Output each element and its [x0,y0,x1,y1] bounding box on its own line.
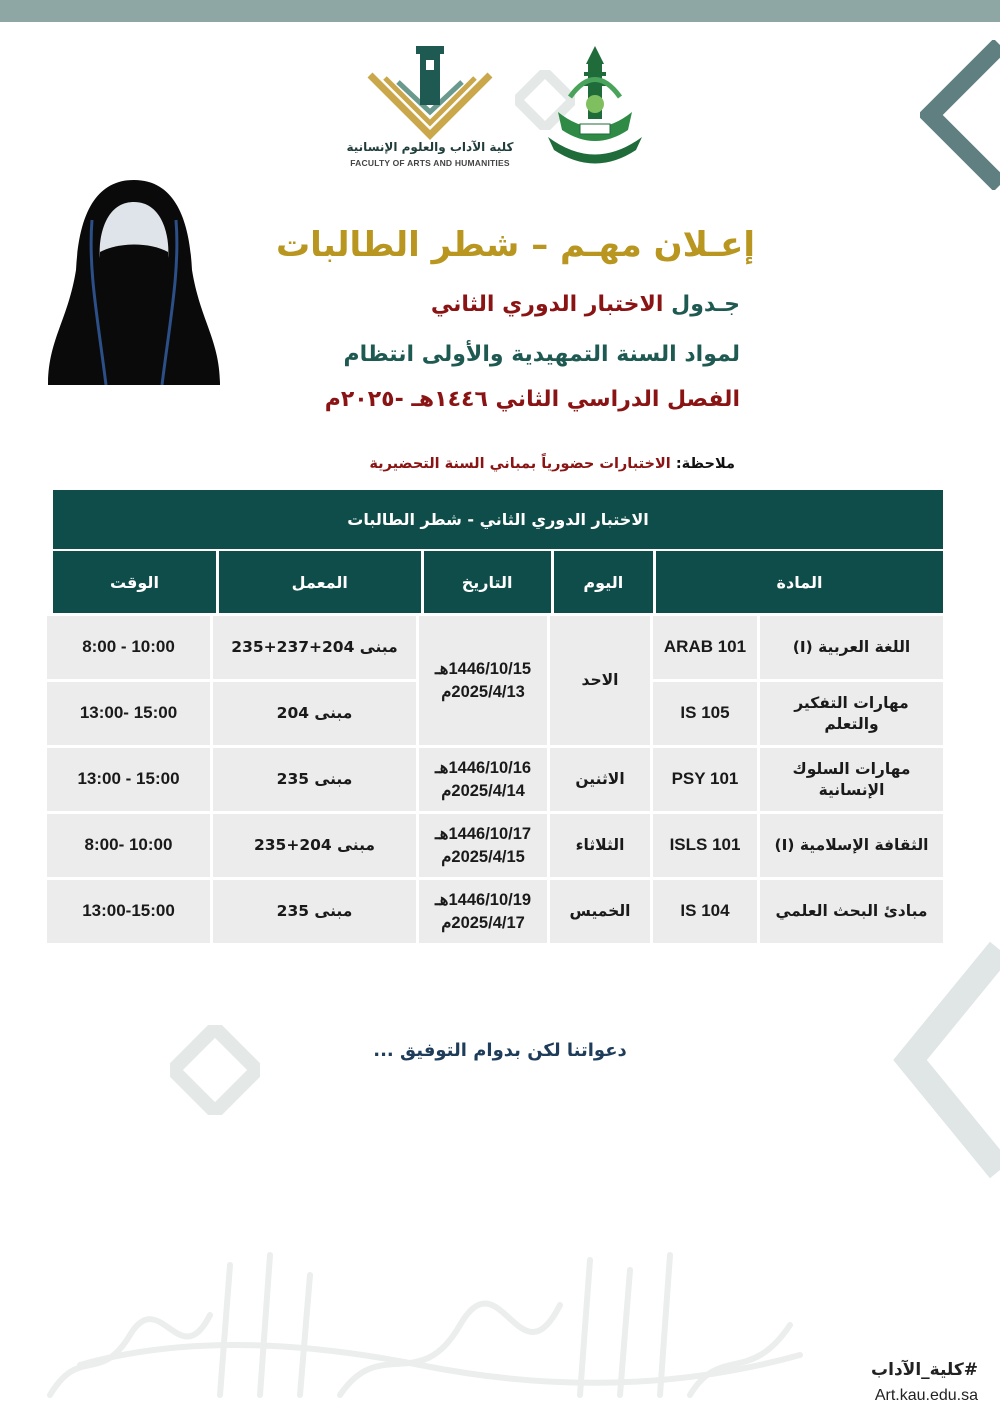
footer-url[interactable]: Art.kau.edu.sa [874,1387,978,1404]
cell-subject: مهارات التفكير والتعلم [760,682,943,745]
header-time: الوقت [53,551,216,613]
cell-code: IS 104 [653,880,757,943]
cell-date-hijri: 1446/10/17هـ [434,825,532,844]
cell-date-hijri: 1446/10/19هـ [434,891,532,910]
cell-date-hijri: 1446/10/15هـ [434,660,532,679]
cell-day: الاحد [550,616,650,745]
cell-date [419,814,547,877]
closing-wish: دعواتنا لكن بدوام التوفيق ... [373,1040,627,1061]
header-lab: المعمل [219,551,421,613]
cell-date [419,616,547,745]
cell-time: 13:00-15:00 [47,880,210,943]
arts-faculty-logo [340,40,520,175]
cell-lab: مبنى 235 [213,748,416,811]
cell-subject: الثقافة الإسلامية (I) [760,814,943,877]
footer-hashtag: #كلية_الآداب [871,1360,978,1380]
cell-day: الخميس [550,880,650,943]
cell-date-gregorian: 2025/4/14م [441,781,525,800]
cell-lab: مبنى 235 [213,880,416,943]
line1-accent: الاختبار الدوري الثاني [430,292,664,317]
cell-subject: مبادئ البحث العلمي [760,880,943,943]
calligraphy-watermark [20,1225,820,1415]
female-student-avatar [48,180,220,385]
cell-subject: مهارات السلوك الإنسانية [760,748,943,811]
header-subject: المادة [656,551,943,613]
cell-lab: مبنى 204 [213,682,416,745]
cell-date [419,748,547,811]
cell-code: IS 105 [653,682,757,745]
arts-logo-icon [340,40,520,140]
announcement-line-3: الفصل الدراسي الثاني ١٤٤٦هـ -٢٠٢٥م [324,387,740,412]
note-text: الاختبارات حضورياً بمباني السنة التحضيرية [369,456,671,472]
cell-day: الاثنين [550,748,650,811]
chevron-decoration-bottom [890,940,1000,1180]
schedule-body [53,616,943,943]
cell-date-gregorian: 2025/4/17م [441,913,525,932]
kau-logo-icon [540,42,650,172]
cell-lab: مبنى 204+235 [213,814,416,877]
arts-logo-name-en: FACULTY OF ARTS AND HUMANITIES [350,158,510,168]
announcement-line-2: لمواد السنة التمهيدية والأولى انتظام [343,342,740,367]
diamond-decoration-bottom [170,1025,260,1115]
cell-date-gregorian: 2025/4/15م [441,847,525,866]
cell-date-gregorian: 2025/4/13م [441,682,525,701]
exam-schedule-table [53,490,943,943]
cell-code: ISLS 101 [653,814,757,877]
top-bar [0,0,1000,22]
cell-time: 13:00 - 15:00 [47,748,210,811]
cell-date-hijri: 1446/10/16هـ [434,759,532,778]
kau-logo [540,42,650,172]
note [215,456,735,472]
cell-code: PSY 101 [653,748,757,811]
header-day: اليوم [554,551,653,613]
cell-time: 8:00- 10:00 [47,814,210,877]
schedule-header-row [53,551,943,613]
cell-day: الثلاثاء [550,814,650,877]
line1-prefix: جـدول [671,292,740,317]
header-date: التاريخ [424,551,551,613]
schedule-title: الاختبار الدوري الثاني - شطر الطالبات [53,490,943,549]
cell-code: ARAB 101 [653,616,757,679]
cell-time: 8:00 - 10:00 [47,616,210,679]
chevron-decoration-top [920,40,1000,190]
logos-area [340,40,660,175]
announcement-headline: إعـلان مهـم – شطر الطالبات [275,225,755,265]
cell-time: 13:00- 15:00 [47,682,210,745]
cell-lab: مبنى 204+237+235 [213,616,416,679]
arts-logo-name-ar: كلية الآداب والعلوم الإنسانية [346,140,514,154]
note-label: ملاحظة: [675,456,735,472]
cell-subject: اللغة العربية (I) [760,616,943,679]
announcement-line-1 [220,292,740,317]
cell-date [419,880,547,943]
